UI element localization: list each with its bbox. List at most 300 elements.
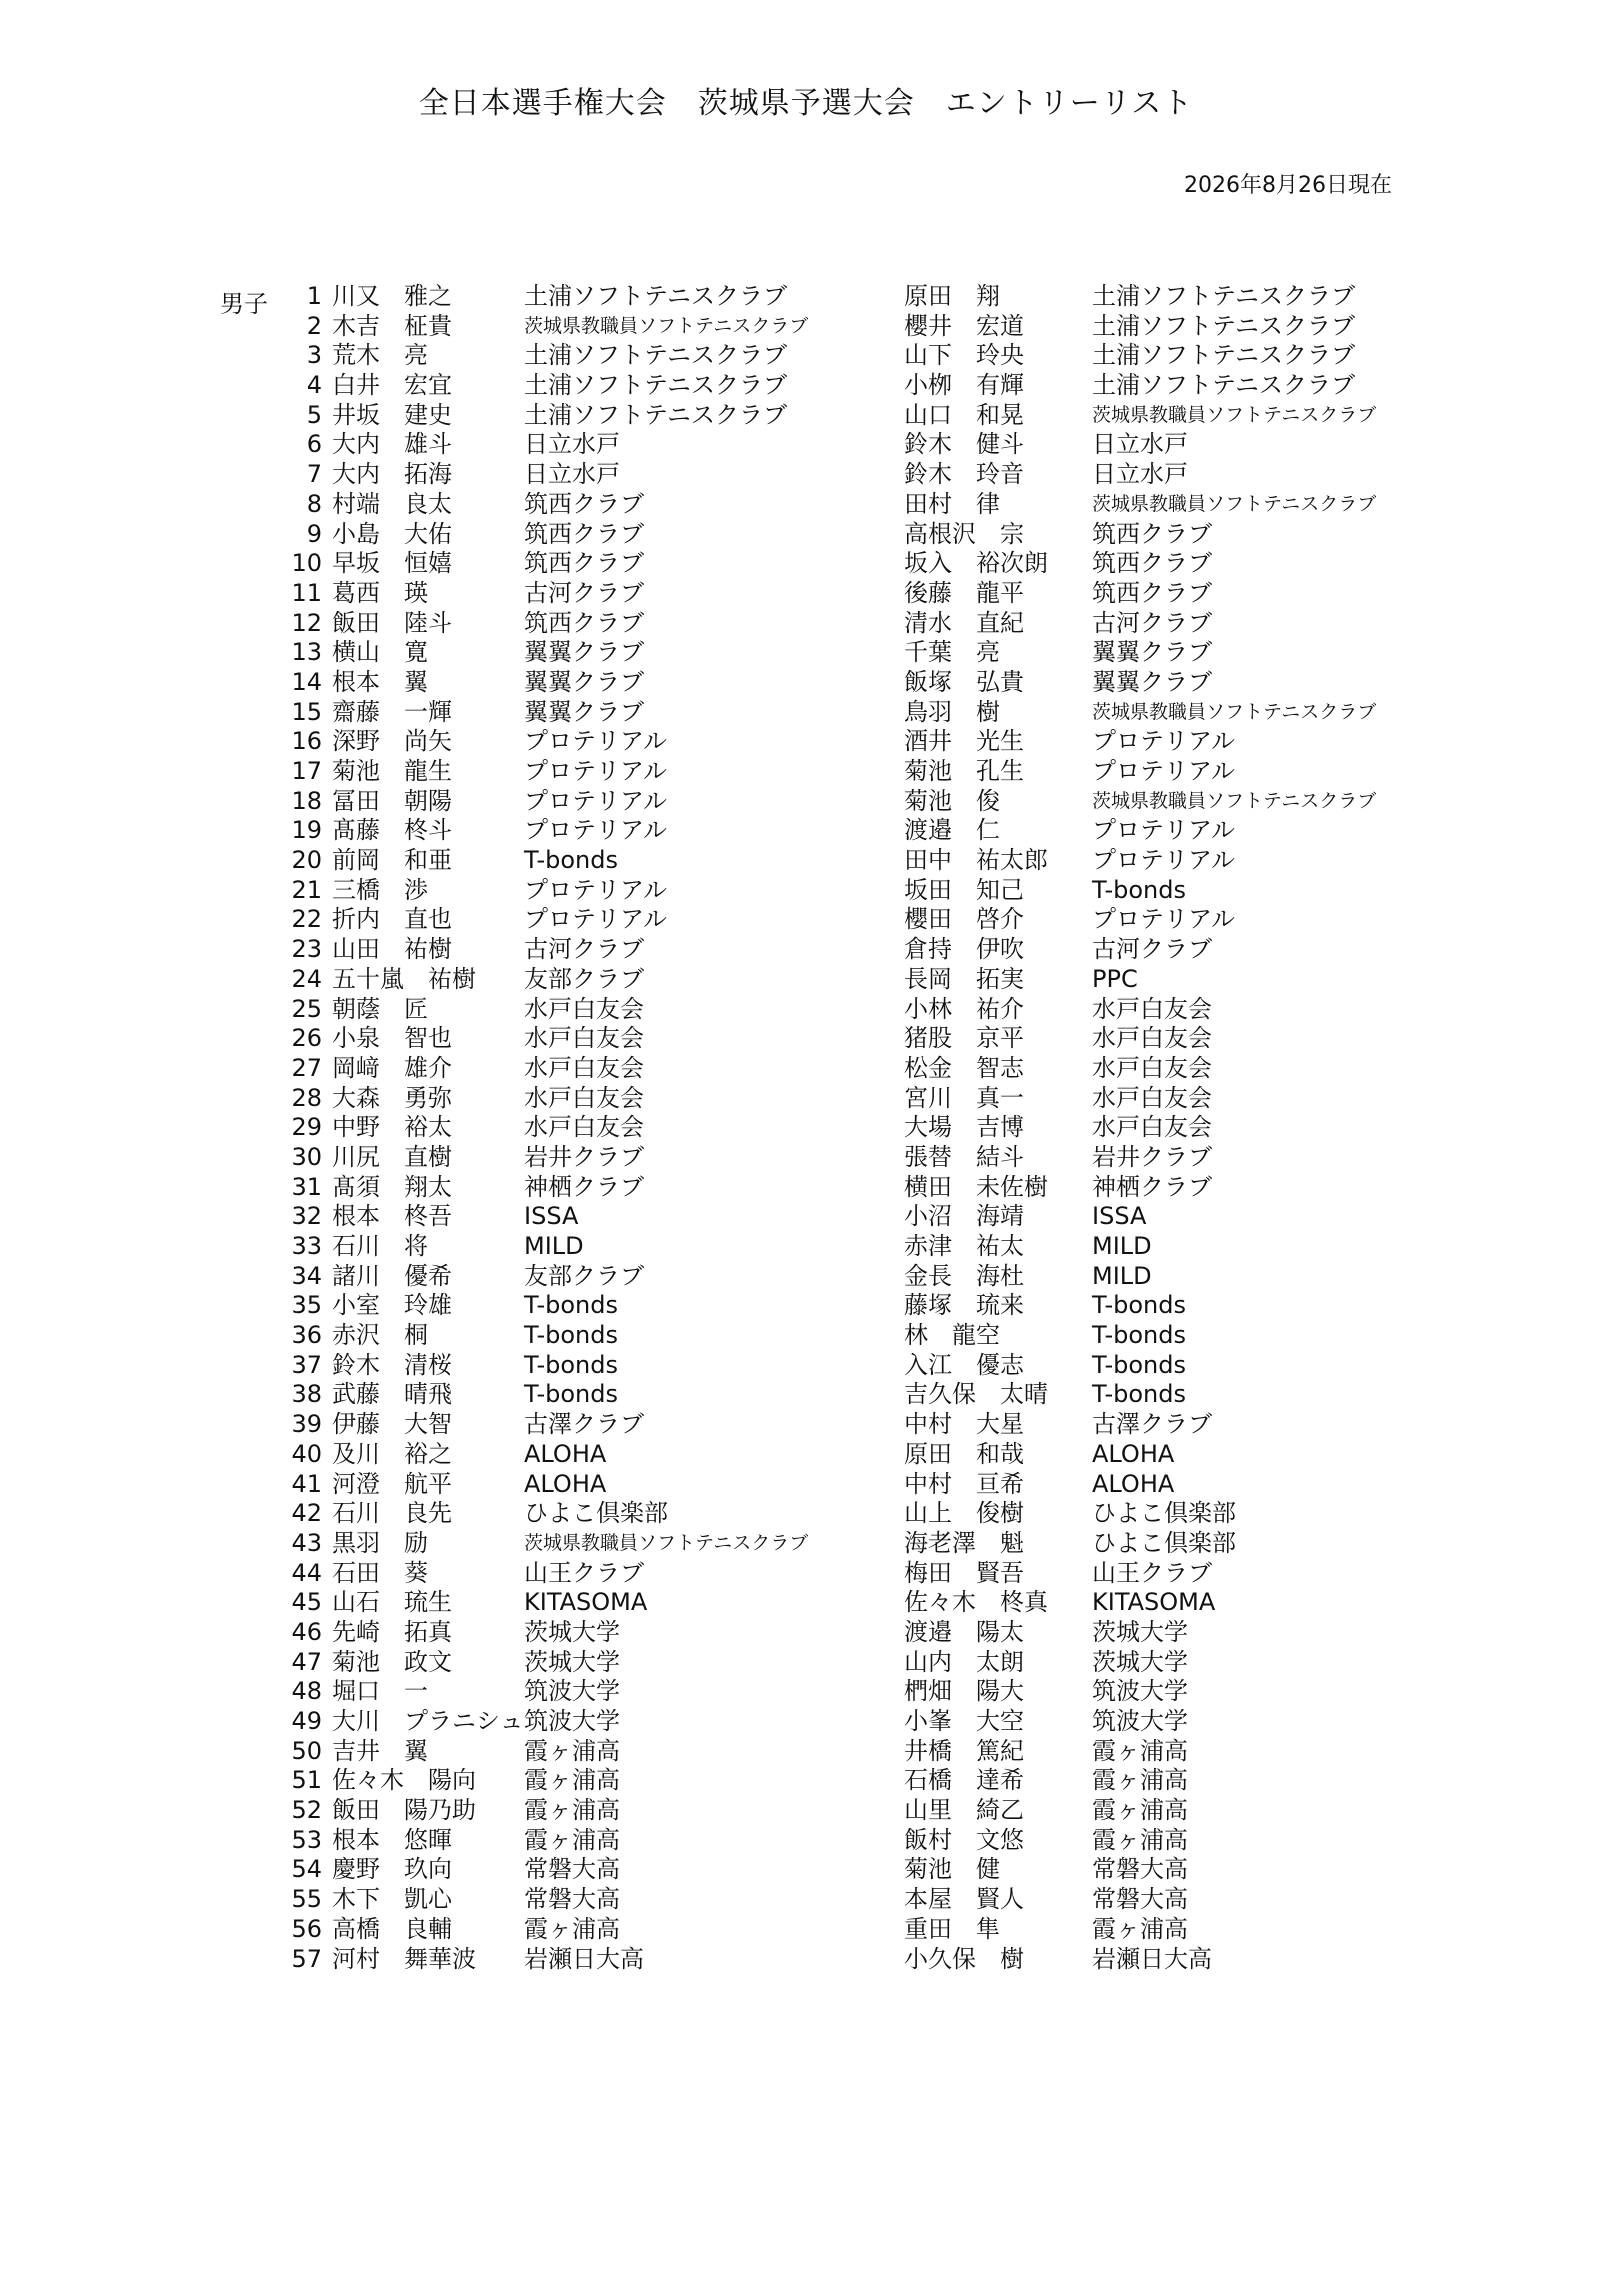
player2-name: 小林 祐介 [904, 994, 1024, 1023]
entry-list [0, 282, 1612, 1974]
player1-club: 水戸白友会 [524, 1113, 644, 1142]
entry-number: 47 [291, 1647, 322, 1676]
player1-name: 根本 翼 [332, 667, 428, 696]
player1-name: 折内 直也 [332, 905, 452, 934]
player1-name: 荒木 亮 [332, 341, 428, 370]
as-of-date: 2026年8月26日現在 [1184, 173, 1392, 198]
player1-club: 水戸白友会 [524, 994, 644, 1023]
player1-club: 古澤クラブ [524, 1410, 644, 1439]
player2-name: 松金 智志 [904, 1053, 1024, 1082]
player2-club: ALOHA [1092, 1469, 1175, 1498]
player1-club: 筑波大学 [524, 1707, 620, 1735]
entry-row [0, 371, 1612, 401]
player1-name: 小島 大佑 [332, 519, 452, 548]
player1-name: 先崎 拓真 [332, 1617, 452, 1646]
entry-row [0, 609, 1612, 639]
player2-name: 張替 結斗 [904, 1142, 1024, 1171]
player1-club: ISSA [524, 1202, 579, 1231]
player2-name: 菊池 俊 [904, 786, 1000, 815]
player1-name: 大川 プラニシュ [332, 1707, 524, 1735]
entry-row [0, 995, 1612, 1025]
player1-name: 飯田 陽乃助 [332, 1796, 476, 1825]
entry-number: 8 [306, 489, 322, 518]
player2-club: 岩瀬日大高 [1092, 1944, 1212, 1973]
player1-club: 古河クラブ [524, 935, 644, 964]
player1-name: 深野 尚矢 [332, 727, 452, 756]
player2-club: T-bonds [1092, 1380, 1186, 1409]
player1-club: 古河クラブ [524, 578, 644, 607]
entry-row [0, 1173, 1612, 1203]
player1-name: 朝蔭 匠 [332, 994, 428, 1023]
player2-club: 水戸白友会 [1092, 1113, 1212, 1142]
player2-name: 横田 未佐樹 [904, 1172, 1048, 1201]
player1-club: 翼翼クラブ [524, 697, 644, 726]
entry-number: 20 [291, 846, 322, 875]
player2-club: 霞ヶ浦高 [1092, 1825, 1188, 1854]
player2-club: 古澤クラブ [1092, 1410, 1212, 1439]
player2-name: 山口 和晃 [904, 400, 1024, 429]
player1-club: KITASOMA [524, 1588, 648, 1617]
player2-club: 古河クラブ [1092, 935, 1212, 964]
player1-club: T-bonds [524, 846, 618, 875]
entry-row [0, 460, 1612, 490]
entry-row [0, 312, 1612, 342]
entry-number: 52 [291, 1796, 322, 1825]
player2-name: 山下 玲央 [904, 341, 1024, 370]
player1-name: 髙須 翔太 [332, 1172, 452, 1201]
player2-name: 後藤 龍平 [904, 578, 1024, 607]
player1-club: 常磐大高 [524, 1885, 620, 1914]
player1-club: 友部クラブ [524, 964, 644, 993]
entry-row [0, 1351, 1612, 1381]
player2-name: 小栁 有輝 [904, 371, 1024, 400]
player2-club: 水戸白友会 [1092, 1083, 1212, 1112]
entry-row [0, 282, 1612, 312]
entry-number: 10 [291, 549, 322, 578]
player2-club: 水戸白友会 [1092, 1024, 1212, 1053]
entry-row [0, 1113, 1612, 1143]
player2-name: 渡邉 仁 [904, 816, 1000, 845]
player2-club: 土浦ソフトテニスクラブ [1092, 311, 1356, 340]
player1-name: 岡﨑 雄介 [332, 1053, 452, 1082]
player1-club: 常磐大高 [524, 1855, 620, 1884]
entry-row [0, 1084, 1612, 1114]
player2-club: ひよこ倶楽部 [1092, 1528, 1236, 1557]
entry-number: 35 [291, 1291, 322, 1320]
player1-name: 大森 勇弥 [332, 1083, 452, 1112]
player1-club: ひよこ倶楽部 [524, 1499, 668, 1528]
entry-number: 42 [291, 1499, 322, 1528]
player2-club: 岩井クラブ [1092, 1142, 1212, 1171]
entry-row [0, 490, 1612, 520]
player2-name: 井橋 篤紀 [904, 1736, 1024, 1765]
player1-club: 岩井クラブ [524, 1142, 644, 1171]
entry-row [0, 1470, 1612, 1500]
player1-club: 霞ヶ浦高 [524, 1914, 620, 1943]
player1-name: 石川 将 [332, 1232, 428, 1260]
entry-number: 19 [291, 816, 322, 845]
player1-club: プロテリアル [524, 757, 668, 785]
entry-number: 14 [291, 667, 322, 696]
player1-name: 川又 雅之 [332, 282, 452, 310]
player2-name: 渡邉 陽太 [904, 1617, 1024, 1646]
player1-club: プロテリアル [524, 875, 668, 904]
player2-club: 筑西クラブ [1092, 519, 1212, 548]
entry-row [0, 1291, 1612, 1321]
player1-name: 高橋 良輔 [332, 1914, 452, 1943]
player1-name: 木下 凱心 [332, 1885, 452, 1914]
entry-row [0, 579, 1612, 609]
entry-number: 18 [291, 786, 322, 815]
player1-name: 鈴木 清桜 [332, 1350, 452, 1379]
player2-name: 金長 海杜 [904, 1261, 1024, 1290]
entry-number: 44 [291, 1558, 322, 1587]
entry-number: 54 [291, 1855, 322, 1884]
entry-row [0, 1707, 1612, 1737]
player1-club: 友部クラブ [524, 1261, 644, 1290]
player2-club: 翼翼クラブ [1092, 667, 1212, 696]
player2-club: 霞ヶ浦高 [1092, 1766, 1188, 1795]
player2-club: T-bonds [1092, 1291, 1186, 1320]
player2-name: 海老澤 魁 [904, 1528, 1024, 1557]
player1-club: 水戸白友会 [524, 1053, 644, 1082]
player1-name: 中野 裕太 [332, 1113, 452, 1142]
entry-number: 4 [306, 371, 322, 400]
entry-row [0, 1054, 1612, 1084]
player1-club: 岩瀬日大高 [524, 1944, 644, 1973]
player1-club: 筑西クラブ [524, 608, 644, 637]
entry-number: 1 [306, 282, 322, 310]
entry-number: 38 [291, 1380, 322, 1409]
entry-number: 27 [291, 1053, 322, 1082]
player1-club: プロテリアル [524, 727, 668, 756]
player1-club: T-bonds [524, 1350, 618, 1379]
player2-name: 坂入 裕次朗 [904, 549, 1048, 578]
player1-club: 霞ヶ浦高 [524, 1736, 620, 1765]
player2-name: 佐々木 柊真 [904, 1588, 1048, 1617]
player1-name: 菊池 政文 [332, 1647, 452, 1676]
entry-number: 6 [306, 430, 322, 459]
player2-club: 霞ヶ浦高 [1092, 1914, 1188, 1943]
entry-row [0, 1796, 1612, 1826]
player1-name: 木吉 柾貴 [332, 311, 452, 340]
entry-row [0, 1885, 1612, 1915]
entry-row [0, 1766, 1612, 1796]
player1-club: 茨城県教職員ソフトテニスクラブ [524, 1531, 809, 1554]
entry-number: 41 [291, 1469, 322, 1498]
player2-club: ALOHA [1092, 1439, 1175, 1468]
entry-number: 40 [291, 1439, 322, 1468]
entry-row [0, 1826, 1612, 1856]
entry-row [0, 1024, 1612, 1054]
entry-number: 21 [291, 875, 322, 904]
entry-number: 15 [291, 697, 322, 726]
player1-club: 日立水戸 [524, 460, 620, 489]
entry-number: 7 [306, 460, 322, 489]
entry-row [0, 727, 1612, 757]
entry-row [0, 1380, 1612, 1410]
entry-number: 11 [291, 578, 322, 607]
player1-name: 赤沢 桐 [332, 1321, 428, 1350]
player1-name: 五十嵐 祐樹 [332, 964, 476, 993]
player1-name: 早坂 恒嬉 [332, 549, 452, 578]
player1-club: 土浦ソフトテニスクラブ [524, 400, 788, 429]
player2-club: T-bonds [1092, 1350, 1186, 1379]
player1-name: 井坂 建史 [332, 400, 452, 429]
player2-name: 長岡 拓実 [904, 964, 1024, 993]
player2-name: 入江 優志 [904, 1350, 1024, 1379]
entry-number: 50 [291, 1736, 322, 1765]
entry-number: 31 [291, 1172, 322, 1201]
player1-name: 横山 寛 [332, 638, 428, 667]
entry-number: 9 [306, 519, 322, 548]
entry-row [0, 1945, 1612, 1975]
player2-club: 筑西クラブ [1092, 549, 1212, 578]
player2-name: 宮川 真一 [904, 1083, 1024, 1112]
entry-number: 26 [291, 1024, 322, 1053]
player2-name: 高根沢 宗 [904, 519, 1024, 548]
player1-name: 吉井 翼 [332, 1736, 428, 1765]
player2-name: 飯塚 弘貴 [904, 667, 1024, 696]
entry-number: 43 [291, 1528, 322, 1557]
entry-row [0, 1232, 1612, 1262]
player2-name: 鈴木 玲音 [904, 460, 1024, 489]
player1-club: 土浦ソフトテニスクラブ [524, 282, 788, 310]
entry-row [0, 816, 1612, 846]
player2-name: 石橋 達希 [904, 1766, 1024, 1795]
entry-row [0, 1440, 1612, 1470]
player1-name: 伊藤 大智 [332, 1410, 452, 1439]
entry-number: 51 [291, 1766, 322, 1795]
entry-number: 33 [291, 1232, 322, 1260]
entry-number: 56 [291, 1914, 322, 1943]
entry-number: 30 [291, 1142, 322, 1171]
player2-name: 櫻田 啓介 [904, 905, 1024, 934]
player2-name: 菊池 孔生 [904, 757, 1024, 785]
player2-name: 中村 亘希 [904, 1469, 1024, 1498]
player1-name: 小室 玲雄 [332, 1291, 452, 1320]
player2-name: 中村 大星 [904, 1410, 1024, 1439]
player1-name: 飯田 陸斗 [332, 608, 452, 637]
player2-name: 藤塚 琉来 [904, 1291, 1024, 1320]
player2-name: 林 龍空 [904, 1321, 1000, 1350]
entry-number: 48 [291, 1677, 322, 1706]
player1-name: 石田 葵 [332, 1558, 428, 1587]
entry-row [0, 638, 1612, 668]
player1-name: 堀口 一 [332, 1677, 428, 1706]
player2-name: 山内 太朗 [904, 1647, 1024, 1676]
player2-club: 茨城大学 [1092, 1617, 1188, 1646]
player2-club: 霞ヶ浦高 [1092, 1796, 1188, 1825]
player2-name: 鳥羽 樹 [904, 697, 1000, 726]
entry-number: 36 [291, 1321, 322, 1350]
entry-row [0, 1143, 1612, 1173]
player1-club: ALOHA [524, 1469, 607, 1498]
player1-name: 慶野 玖向 [332, 1855, 452, 1884]
player1-club: 翼翼クラブ [524, 638, 644, 667]
player1-name: 山石 琉生 [332, 1588, 452, 1617]
entry-row [0, 520, 1612, 550]
entry-number: 22 [291, 905, 322, 934]
entry-number: 32 [291, 1202, 322, 1231]
player2-club: 茨城県教職員ソフトテニスクラブ [1092, 700, 1377, 723]
player1-club: T-bonds [524, 1291, 618, 1320]
player2-name: 小久保 樹 [904, 1944, 1024, 1973]
player2-club: 日立水戸 [1092, 460, 1188, 489]
entry-row [0, 1737, 1612, 1767]
entry-number: 34 [291, 1261, 322, 1290]
player1-name: 菊池 龍生 [332, 757, 452, 785]
player2-name: 菊池 健 [904, 1855, 1000, 1884]
player2-club: 神栖クラブ [1092, 1172, 1212, 1201]
player1-name: 川尻 直樹 [332, 1142, 452, 1171]
player2-name: 田中 祐太郎 [904, 846, 1048, 875]
player1-name: 大内 拓海 [332, 460, 452, 489]
player2-club: プロテリアル [1092, 905, 1236, 934]
entry-row [0, 1677, 1612, 1707]
player1-club: 神栖クラブ [524, 1172, 644, 1201]
entry-number: 45 [291, 1588, 322, 1617]
player2-name: 小沼 海靖 [904, 1202, 1024, 1231]
player2-name: 清水 直紀 [904, 608, 1024, 637]
entry-number: 5 [306, 400, 322, 429]
entry-number: 2 [306, 311, 322, 340]
entry-row [0, 1410, 1612, 1440]
player1-name: 根本 悠暉 [332, 1825, 452, 1854]
player1-name: 根本 柊吾 [332, 1202, 452, 1231]
player1-club: 霞ヶ浦高 [524, 1796, 620, 1825]
player2-name: 猪股 京平 [904, 1024, 1024, 1053]
entry-number: 13 [291, 638, 322, 667]
player2-name: 山上 俊樹 [904, 1499, 1024, 1528]
player1-name: 河澄 航平 [332, 1469, 452, 1498]
entry-number: 37 [291, 1350, 322, 1379]
player2-name: 千葉 亮 [904, 638, 1000, 667]
entry-row [0, 1321, 1612, 1351]
entry-row [0, 1588, 1612, 1618]
player2-club: 常磐大高 [1092, 1855, 1188, 1884]
player1-name: 三橋 渉 [332, 875, 428, 904]
entry-row [0, 549, 1612, 579]
entry-row [0, 698, 1612, 728]
entry-number: 46 [291, 1617, 322, 1646]
player1-name: 齋藤 一輝 [332, 697, 452, 726]
entry-row [0, 668, 1612, 698]
player2-club: 翼翼クラブ [1092, 638, 1212, 667]
player1-club: 茨城県教職員ソフトテニスクラブ [524, 314, 809, 337]
player2-club: 土浦ソフトテニスクラブ [1092, 282, 1356, 310]
entry-row [0, 1529, 1612, 1559]
player1-club: 日立水戸 [524, 430, 620, 459]
entry-number: 3 [306, 341, 322, 370]
player1-name: 諸川 優希 [332, 1261, 452, 1290]
player1-name: 大内 雄斗 [332, 430, 452, 459]
player1-name: 石川 良先 [332, 1499, 452, 1528]
player2-club: 土浦ソフトテニスクラブ [1092, 341, 1356, 370]
player2-club: 筑波大学 [1092, 1707, 1188, 1735]
player2-club: MILD [1092, 1261, 1152, 1290]
player2-name: 原田 翔 [904, 282, 1000, 310]
player2-club: ひよこ倶楽部 [1092, 1499, 1236, 1528]
player1-name: 小泉 智也 [332, 1024, 452, 1053]
player1-club: ALOHA [524, 1439, 607, 1468]
entry-number: 55 [291, 1885, 322, 1914]
player1-name: 佐々木 陽向 [332, 1766, 476, 1795]
player2-name: 酒井 光生 [904, 727, 1024, 756]
entry-row [0, 935, 1612, 965]
entry-number: 12 [291, 608, 322, 637]
player1-club: 筑西クラブ [524, 549, 644, 578]
player2-club: 筑西クラブ [1092, 578, 1212, 607]
player2-name: 梅田 賢吾 [904, 1558, 1024, 1587]
entry-number: 28 [291, 1083, 322, 1112]
category-label: 男子 [220, 290, 268, 318]
entry-row [0, 401, 1612, 431]
entry-row [0, 1915, 1612, 1945]
player1-club: 筑西クラブ [524, 519, 644, 548]
player2-club: ISSA [1092, 1202, 1147, 1231]
player2-name: 小峯 大空 [904, 1707, 1024, 1735]
player2-name: 重田 隼 [904, 1914, 1000, 1943]
player2-club: T-bonds [1092, 1321, 1186, 1350]
player2-name: 飯村 文悠 [904, 1825, 1024, 1854]
entry-number: 29 [291, 1113, 322, 1142]
player2-club: 水戸白友会 [1092, 1053, 1212, 1082]
player2-club: 常磐大高 [1092, 1885, 1188, 1914]
entry-number: 24 [291, 964, 322, 993]
player2-name: 鈴木 健斗 [904, 430, 1024, 459]
player2-club: 茨城県教職員ソフトテニスクラブ [1092, 403, 1377, 426]
player2-club: 茨城県教職員ソフトテニスクラブ [1092, 789, 1377, 812]
player2-club: 古河クラブ [1092, 608, 1212, 637]
entry-row [0, 1648, 1612, 1678]
player2-club: 茨城大学 [1092, 1647, 1188, 1676]
player2-club: プロテリアル [1092, 816, 1236, 845]
entry-number: 17 [291, 757, 322, 785]
entry-number: 39 [291, 1410, 322, 1439]
entry-number: 49 [291, 1707, 322, 1735]
player1-club: 山王クラブ [524, 1558, 644, 1587]
player2-club: MILD [1092, 1232, 1152, 1260]
entry-row [0, 876, 1612, 906]
player2-club: T-bonds [1092, 875, 1186, 904]
player1-name: 髙藤 柊斗 [332, 816, 452, 845]
entry-row [0, 1855, 1612, 1885]
player2-club: 霞ヶ浦高 [1092, 1736, 1188, 1765]
player1-name: 山田 祐樹 [332, 935, 452, 964]
player1-name: 冨田 朝陽 [332, 786, 452, 815]
player2-name: 赤津 祐太 [904, 1232, 1024, 1260]
player2-name: 倉持 伊吹 [904, 935, 1024, 964]
player2-club: 日立水戸 [1092, 430, 1188, 459]
entry-row [0, 1499, 1612, 1529]
player1-name: 前岡 和亜 [332, 846, 452, 875]
player2-name: 本屋 賢人 [904, 1885, 1024, 1914]
entry-number: 53 [291, 1825, 322, 1854]
player2-club: 土浦ソフトテニスクラブ [1092, 371, 1356, 400]
player1-name: 武藤 晴飛 [332, 1380, 452, 1409]
player1-club: 水戸白友会 [524, 1083, 644, 1112]
player1-club: T-bonds [524, 1380, 618, 1409]
player2-club: 山王クラブ [1092, 1558, 1212, 1587]
entry-number: 16 [291, 727, 322, 756]
player1-club: プロテリアル [524, 816, 668, 845]
entry-number: 57 [291, 1944, 322, 1973]
entry-row [0, 341, 1612, 371]
player1-name: 白井 宏宜 [332, 371, 452, 400]
player2-club: プロテリアル [1092, 757, 1236, 785]
player1-club: 筑西クラブ [524, 489, 644, 518]
